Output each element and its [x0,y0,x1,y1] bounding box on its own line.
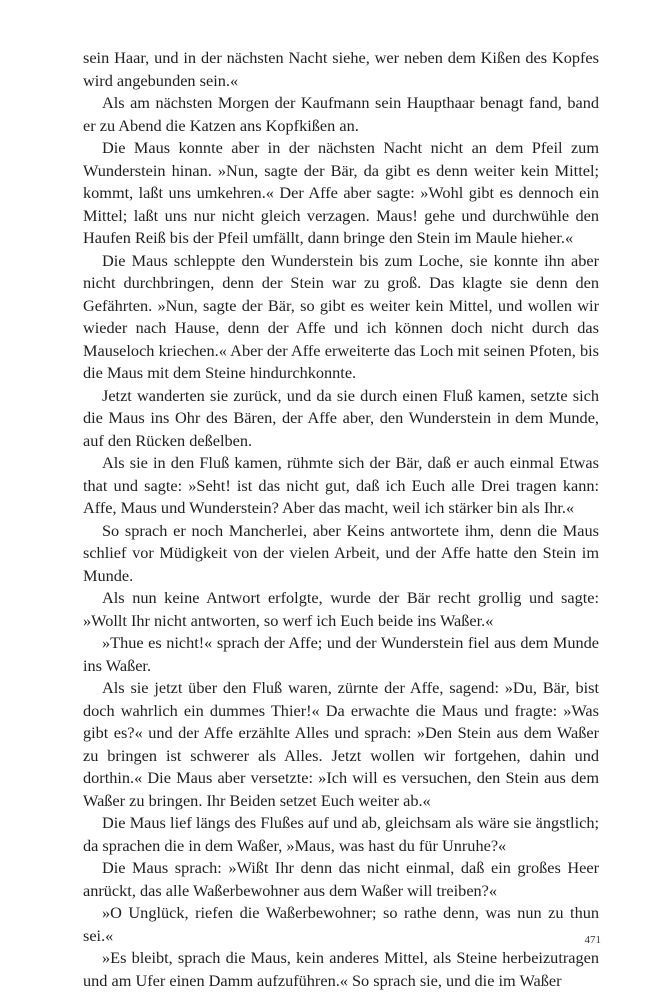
paragraph-5: Jetzt wanderten sie zurück, und da sie durch einen Fluß kamen, setzte sich die Maus ins Ohr des Bären, der Affe aber, den Wunderstein in dem Munde, auf den Rücken deßelben. [83,385,599,450]
paragraph-10: Als sie jetzt über den Fluß waren, zürnte der Affe, sagend: »Du, Bär, bist doch wahrlich ein dummes Thier!« Da erwachte die Maus und fragte: »Was gibt es?« und der Affe erzählte Alles und sprach: »Den Stein aus dem Waßer zu bringen ist schwerer als Alles. Jetzt wollen wir fortgehen, dahin und dorthin.« Die Maus aber versetzte: »Ich will es versuchen, den Stein aus dem Waßer zu bringen. Ihr Beiden setzet Euch weiter ab.« [83,678,599,810]
paragraph-14: »Es bleibt, sprach die Maus, kein anderes Mittel, als Steine herbeizutragen und am Ufer einen Damm aufzuführen.« So sprach sie, und die im Waßer [83,948,599,990]
paragraph-8: Als nun keine Antwort erfolgte, wurde der Bär recht grollig und sagte: »Wollt Ihr nicht antworten, so werf ich Euch beide ins Waßer.« [83,588,599,630]
paragraph-12: Die Maus sprach: »Wißt Ihr denn das nicht einmal, daß ein großes Heer anrückt, das alle Waßerbewohner aus dem Waßer will treiben?« [83,858,599,900]
paragraph-3: Die Maus konnte aber in der nächsten Nacht nicht an dem Pfeil zum Wunderstein hinan. »Nun, sagte der Bär, da gibt es denn weiter kein Mittel; kommt, laßt uns umkehren.« Der Affe aber sagte: »Wohl gibt es dennoch ein Mittel; laßt uns nur nicht gleich verzagen. Maus! gehe und durchwühle den Haufen Reiß bis der Pfeil umfällt, dann bringe den Stein im Maule hieher.« [83,138,599,247]
paragraph-1: sein Haar, und in der nächsten Nacht siehe, wer neben dem Kißen des Kopfes wird angebunden sein.« [83,48,599,90]
body-text [83,47,599,992]
paragraph-6: Als sie in den Fluß kamen, rühmte sich der Bär, daß er auch einmal Etwas that und sagte: »Seht! ist das nicht gut, daß ich Euch alle Drei tragen kann: Affe, Maus und Wunderstein? Aber das macht, weil ich stärker bin als Ihr.« [83,453,599,517]
paragraph-2: Als am nächsten Morgen der Kaufmann sein Haupthaar benagt fand, band er zu Abend die Katzen ans Kopfkißen an. [83,93,599,135]
paragraph-9: »Thue es nicht!« sprach der Affe; und der Wunderstein fiel aus dem Munde ins Waßer. [83,633,599,675]
paragraph-13: »O Unglück, riefen die Waßerbewohner; so rathe denn, was nun zu thun sei.« [83,903,599,945]
paragraph-4: Die Maus schleppte den Wunderstein bis zum Loche, sie konnte ihn aber nicht durchbringen, denn der Stein war zu groß. Das klagte sie denn den Gefährten. »Nun, sagte der Bär, so gibt es weiter kein Mittel, und wollen wir wieder nach Hause, denn der Affe und ich können doch nicht durch das Mauseloch kriechen.« Aber der Affe erweiterte das Loch mit seinen Pfoten, bis die Maus mit dem Steine hindurchkonnte. [83,250,599,382]
paragraph-7: So sprach er noch Mancherlei, aber Keins antwortete ihm, denn die Maus schlief vor Müdigkeit von der vielen Arbeit, und der Affe hatte den Stein im Munde. [83,520,599,585]
paragraph-11: Die Maus lief längs des Flußes auf und ab, gleichsam als wäre sie ängstlich; da sprachen die in dem Waßer, »Maus, was hast du für Unruhe?« [83,813,599,855]
page-number: 471 [584,934,601,946]
